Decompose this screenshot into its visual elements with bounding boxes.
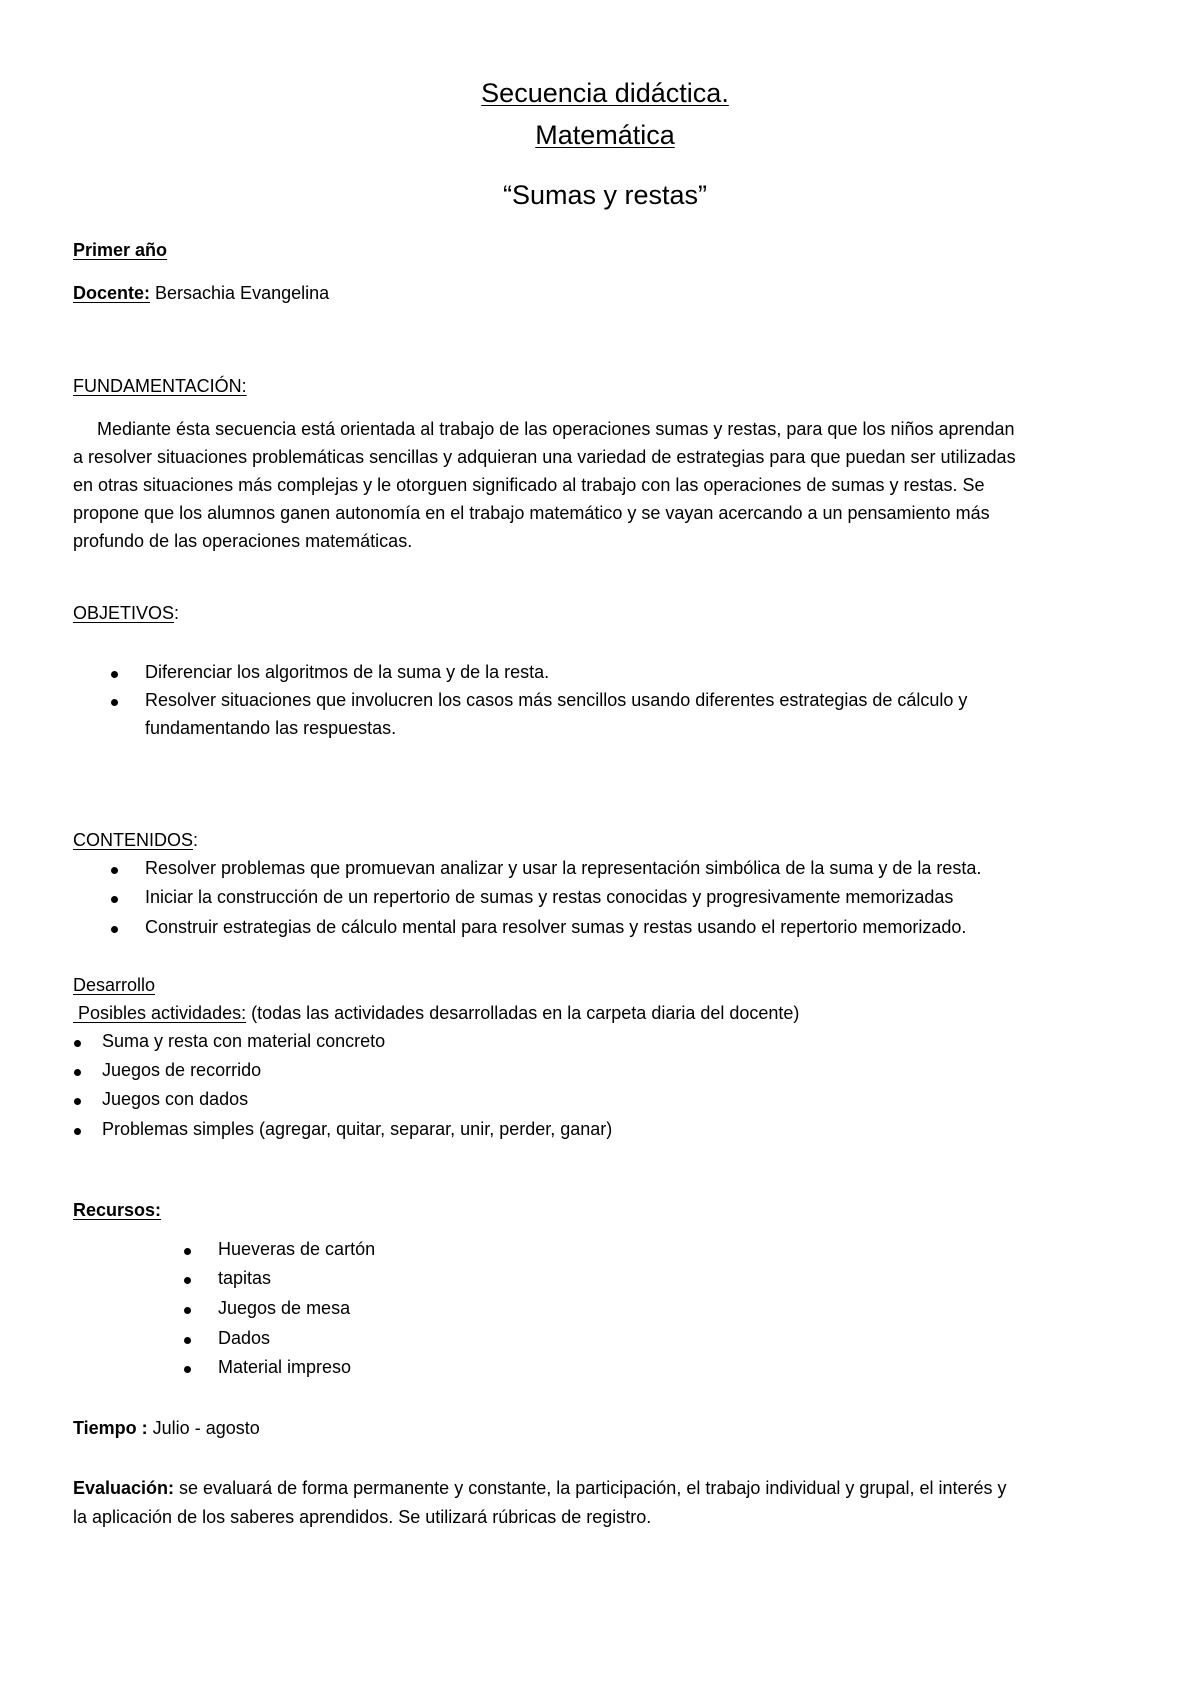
bullet-icon [111,867,118,874]
list-item: Juegos con dados [102,1089,249,1109]
grade-label: Primer año [73,240,168,260]
paragraph-line: Mediante ésta secuencia está orientada al trabajo de las operaciones sumas y restas, para que los niños aprendan [97,419,1015,439]
list-item: Problemas simples (agregar, quitar, separar, unir, perder, ganar) [102,1119,613,1139]
list-item: Diferenciar los algoritmos de la suma y de la resta. [145,662,550,682]
bullet-icon [74,1098,81,1105]
bullet-icon [74,1040,81,1047]
list-item: Hueveras de cartón [218,1239,376,1259]
paragraph-line: profundo de las operaciones matemáticas. [73,531,413,551]
bullet-icon [184,1277,191,1284]
evaluacion-line-2: la aplicación de los saberes aprendidos. Se utilizará rúbricas de registro. [73,1507,652,1527]
objetivos-heading [73,599,179,627]
fundamentacion-paragraph [73,415,1133,555]
list-item: Resolver problemas que promuevan analizar y usar la representación simbólica de la suma y de la resta. [145,858,982,878]
paragraph-line: en otras situaciones más complejas y le otorguen significado al trabajo con las operaciones de sumas y restas. Se [73,475,985,495]
list-item: Dados [218,1328,271,1348]
bullet-icon [111,671,118,678]
bullet-icon [111,699,118,706]
contenidos-heading [73,826,198,854]
list-item: Juegos de mesa [218,1298,351,1318]
list-item: Iniciar la construcción de un repertorio de sumas y restas conocidas y progresivamente memorizadas [145,887,954,907]
teacher-label: Docente: [73,283,151,303]
desarrollo-heading: Desarrollo [73,975,156,995]
document-subject: Matemática [535,120,675,150]
list-item-continuation: fundamentando las respuestas. [145,718,397,738]
list-item: Material impreso [218,1357,352,1377]
document-title: Secuencia didáctica. [481,78,729,108]
teacher-name: Bersachia Evangelina [150,283,330,303]
bullet-icon [111,896,118,903]
bullet-icon [74,1128,81,1135]
objetivos-heading-text: OBJETIVOS [73,603,175,623]
paragraph-line: a resolver situaciones problemáticas sencillas y adquieran una variedad de estrategias para que puedan ser utilizadas [73,447,1016,467]
list-item: Construir estrategias de cálculo mental para resolver sumas y restas usando el repertorio memorizado. [145,917,967,937]
activities-note: (todas las actividades desarrolladas en la carpeta diaria del docente) [246,1003,800,1023]
heading-colon: : [174,603,180,623]
bullet-icon [184,1366,191,1373]
contenidos-heading-text: CONTENIDOS [73,830,194,850]
evaluacion-label: Evaluación: [73,1478,175,1498]
evaluacion-line [73,1474,1007,1502]
heading-colon: : [193,830,199,850]
list-item: Resolver situaciones que involucren los casos más sencillos usando diferentes estrategias de cálculo y [145,690,968,710]
list-item: Juegos de recorrido [102,1060,262,1080]
activities-line [73,999,799,1027]
tiempo-label: Tiempo : [73,1418,148,1438]
fundamentacion-heading: FUNDAMENTACIÓN: [73,376,247,396]
bullet-icon [184,1307,191,1314]
bullet-icon [111,926,118,933]
list-item: tapitas [218,1268,272,1288]
tiempo-line [73,1414,260,1442]
activities-label: Posibles actividades: [73,1003,247,1023]
teacher-line [73,279,329,307]
list-item: Suma y resta con material concreto [102,1031,386,1051]
bullet-icon [184,1337,191,1344]
bullet-icon [184,1248,191,1255]
recursos-heading: Recursos: [73,1200,162,1220]
bullet-icon [74,1069,81,1076]
paragraph-line: propone que los alumnos ganen autonomía en el trabajo matemático y se vayan acercando a un pensamiento más [73,503,990,523]
tiempo-value: Julio - agosto [147,1418,260,1438]
evaluacion-text: se evaluará de forma permanente y constante, la participación, el trabajo individual y grupal, el interés y [174,1478,1007,1498]
document-topic: “Sumas y restas” [502,180,708,210]
